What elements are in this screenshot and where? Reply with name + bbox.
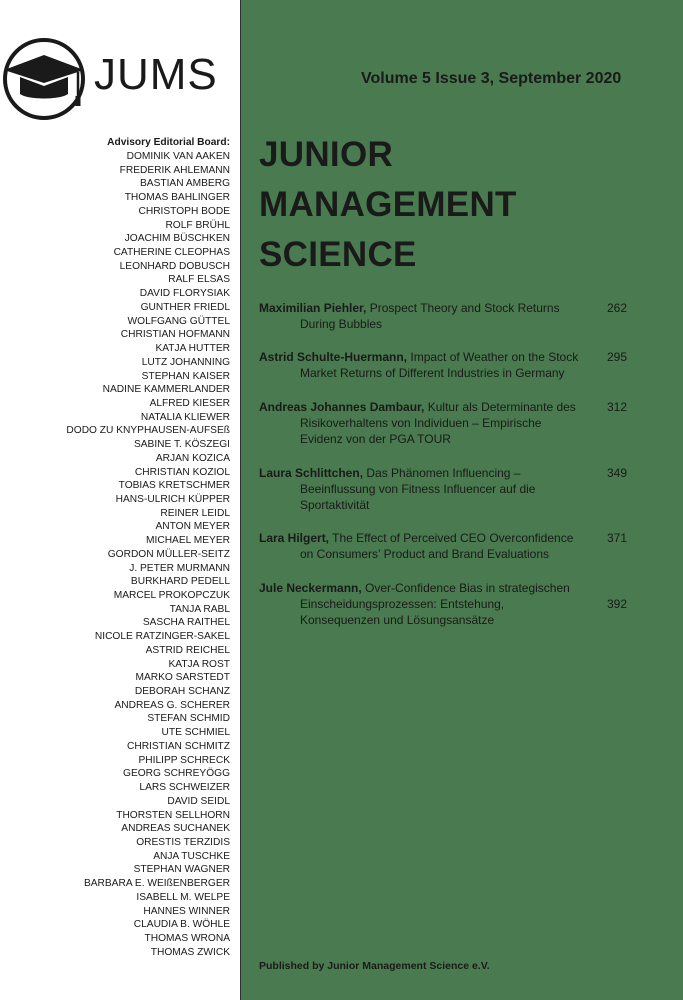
toc-author: Laura Schlittchen, — [259, 466, 364, 480]
board-member-name: ROLF BRÜHL — [165, 219, 230, 231]
board-member-name: GEORG SCHREYÖGG — [123, 768, 230, 780]
board-member-name: BARBARA E. WEIßENBERGER — [83, 878, 230, 890]
board-member-name: SABINE T. KÖSZEGI — [133, 439, 230, 451]
board-member-name: ANDREAS SUCHANEK — [121, 823, 230, 835]
board-member-name: DODO ZU KNYPHAUSEN-AUFSEß — [66, 425, 230, 437]
board-member-name: CHRISTIAN KOZIOL — [134, 466, 230, 478]
board-member-name: HANS-ULRICH KÜPPER — [115, 493, 230, 505]
board-member-name: KATJA ROST — [168, 658, 230, 670]
board-member-name: ASTRID REICHEL — [145, 644, 230, 656]
board-member-name: NADINE KAMMERLANDER — [102, 384, 230, 396]
toc-title: The Effect of Perceived CEO Overconfidence — [329, 531, 574, 545]
toc-author: Maximilian Piehler, — [259, 301, 367, 315]
board-member-name: TOBIAS KRETSCHMER — [118, 480, 230, 492]
toc-title: Das Phänomen Influencing – — [363, 466, 521, 480]
toc-title: Over-Confidence Bias in strategischen — [361, 581, 570, 595]
board-member-name: JOACHIM BÜSCHKEN — [124, 233, 230, 245]
board-member-name: SASCHA RAITHEL — [142, 617, 230, 629]
board-member-name: STEPHAN WAGNER — [133, 864, 230, 876]
board-member-name: ISABELL M. WELPE — [136, 891, 230, 903]
board-member-name: FREDERIK AHLEMANN — [119, 164, 230, 176]
publisher-line: Published by Junior Management Science e.V. — [259, 960, 490, 972]
board-member-name: KATJA HUTTER — [155, 343, 230, 355]
board-member-name: DAVID FLORYSIAK — [139, 288, 230, 300]
title-line: MANAGEMENT — [259, 185, 517, 224]
toc-page: 295 — [607, 350, 628, 364]
board-member-name: THOMAS ZWICK — [150, 946, 230, 958]
board-member-name: THOMAS WRONA — [144, 932, 230, 944]
board-member-name: ANTON MEYER — [155, 521, 230, 533]
board-member-name: PHILIPP SCHRECK — [138, 754, 230, 766]
advisory-board — [0, 136, 230, 959]
toc-author: Jule Neckermann, — [259, 581, 362, 595]
board-member-name: ALFRED KIESER — [149, 397, 230, 409]
toc-title: Impact of Weather on the Stock — [407, 350, 579, 364]
toc-title-cont: Beeinflussung von Fitness Influencer auf die — [300, 482, 536, 496]
board-member-name: LUTZ JOHANNING — [141, 356, 230, 368]
board-member-name: GUNTHER FRIEDL — [140, 301, 230, 313]
toc-entry[interactable] — [259, 399, 635, 447]
board-member-name: THOMAS BAHLINGER — [124, 192, 230, 204]
left-panel — [0, 0, 240, 1000]
board-member-name: MARKO SARSTEDT — [135, 672, 230, 684]
toc-page: 371 — [607, 531, 628, 545]
board-member-name: BURKHARD PEDELL — [130, 576, 230, 588]
toc-page: 349 — [607, 466, 628, 480]
logo-text: JUMS — [94, 50, 218, 99]
toc-page: 312 — [607, 400, 628, 414]
title-line: SCIENCE — [259, 235, 417, 274]
issue-line: Volume 5 Issue 3, September 2020 — [361, 70, 622, 87]
toc-entry[interactable] — [259, 465, 635, 513]
board-names-list — [0, 150, 230, 959]
board-member-name: THORSTEN SELLHORN — [116, 809, 230, 821]
toc-title-cont: Einscheidungsprozessen: Entstehung, — [300, 597, 505, 611]
toc-page: 392 — [607, 597, 628, 611]
toc-title-cont: Sportaktivität — [300, 498, 370, 512]
board-member-name: DEBORAH SCHANZ — [134, 686, 230, 698]
board-member-name: WOLFGANG GÜTTEL — [127, 315, 230, 327]
board-member-name: DOMINIK VAN AAKEN — [126, 151, 230, 162]
toc-title-cont: During Bubbles — [300, 317, 383, 331]
board-member-name: STEFAN SCHMID — [147, 713, 230, 725]
board-member-name: UTE SCHMIEL — [161, 727, 230, 739]
graduation-cap-icon — [0, 36, 90, 122]
board-member-name: CHRISTIAN HOFMANN — [120, 329, 230, 341]
board-member-name: LARS SCHWEIZER — [139, 782, 230, 794]
toc-title: Prospect Theory and Stock Returns — [366, 301, 560, 315]
board-member-name: BASTIAN AMBERG — [139, 178, 230, 190]
board-member-name: ANDREAS G. SCHERER — [114, 699, 230, 711]
board-member-name: ARJAN KOZICA — [155, 452, 230, 464]
board-member-name: CATHERINE CLEOPHAS — [113, 247, 230, 259]
board-member-name: DAVID SEIDL — [167, 795, 230, 807]
board-member-name: LEONHARD DOBUSCH — [119, 260, 230, 272]
board-member-name: ORESTIS TERZIDIS — [136, 836, 230, 848]
toc-title-cont: Risikoverhaltens von Individuen – Empirische — [300, 416, 542, 430]
toc-author: Astrid Schulte-Huermann, — [259, 350, 408, 364]
board-member-name: CHRISTIAN SCHMITZ — [126, 740, 230, 752]
toc-title-cont: Konsequenzen und Lösungsansätze — [300, 613, 495, 627]
board-member-name: RALF ELSAS — [168, 274, 230, 286]
board-member-name: J. PETER MURMANN — [129, 562, 230, 574]
toc-entry[interactable] — [259, 530, 635, 562]
board-member-name: CLAUDIA B. WÖHLE — [133, 919, 230, 931]
board-member-name: HANNES WINNER — [143, 905, 230, 917]
board-member-name: NATALIA KLIEWER — [140, 411, 230, 423]
board-member-name: MARCEL PROKOPCZUK — [113, 590, 230, 601]
toc-title: Kultur als Determinante des — [424, 400, 576, 414]
toc-entry[interactable] — [259, 580, 635, 628]
journal-logo — [0, 36, 240, 126]
journal-title — [259, 130, 517, 280]
toc-title-cont: Evidenz von der PGA TOUR — [300, 432, 451, 446]
board-member-name: CHRISTOPH BODE — [138, 205, 230, 217]
title-line: JUNIOR — [259, 135, 394, 174]
toc-author: Lara Hilgert, — [259, 531, 330, 545]
toc-title-cont: Market Returns of Different Industries in Germany — [300, 366, 565, 380]
board-member-name: REINER LEIDL — [160, 507, 230, 519]
board-member-name: STEPHAN KAISER — [141, 370, 230, 382]
advisory-board-heading: Advisory Editorial Board: — [107, 137, 230, 148]
toc-author: Andreas Johannes Dambaur, — [259, 400, 425, 414]
toc-page: 262 — [607, 301, 628, 315]
board-member-name: TANJA RABL — [169, 603, 230, 615]
toc-title-cont: on Consumers’ Product and Brand Evaluations — [300, 547, 550, 561]
board-member-name: MICHAEL MEYER — [146, 535, 230, 547]
toc-entry[interactable] — [259, 349, 635, 381]
toc-entry[interactable] — [259, 300, 635, 332]
board-member-name: ANJA TUSCHKE — [153, 850, 230, 862]
board-member-name: GORDON MÜLLER-SEITZ — [107, 548, 230, 560]
board-member-name: NICOLE RATZINGER-SAKEL — [94, 631, 230, 643]
